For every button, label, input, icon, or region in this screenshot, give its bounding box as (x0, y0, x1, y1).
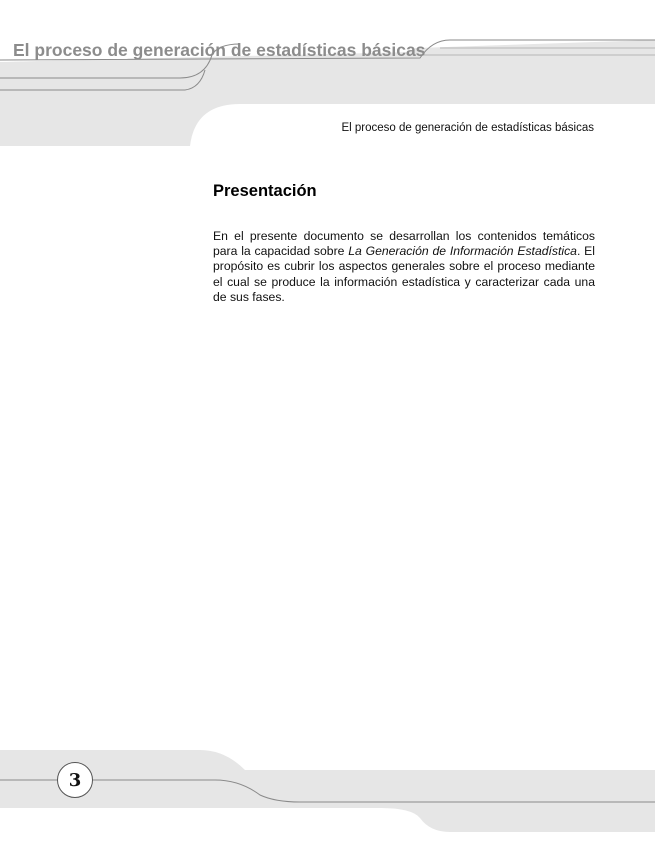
paragraph-end: . El propósito es cubrir los aspectos generales sobre el proceso mediante el cual se produce la información estadística y caracterizar cada una de sus fases. (213, 244, 596, 304)
running-head: El proceso de generación de estadísticas básicas (341, 122, 594, 134)
body-paragraph (213, 229, 595, 305)
section-title: Presentación (213, 182, 317, 200)
header-title: El proceso de generación de estadísticas básicas (13, 40, 426, 60)
footer-decoration (0, 740, 655, 848)
paragraph-start: En el presente documento se desarrollan los contenidos temáticos para la capacidad sobre (213, 229, 595, 259)
paragraph-italic: La Generación de Información Estadística (348, 244, 577, 259)
page-number: 3 (57, 762, 93, 798)
